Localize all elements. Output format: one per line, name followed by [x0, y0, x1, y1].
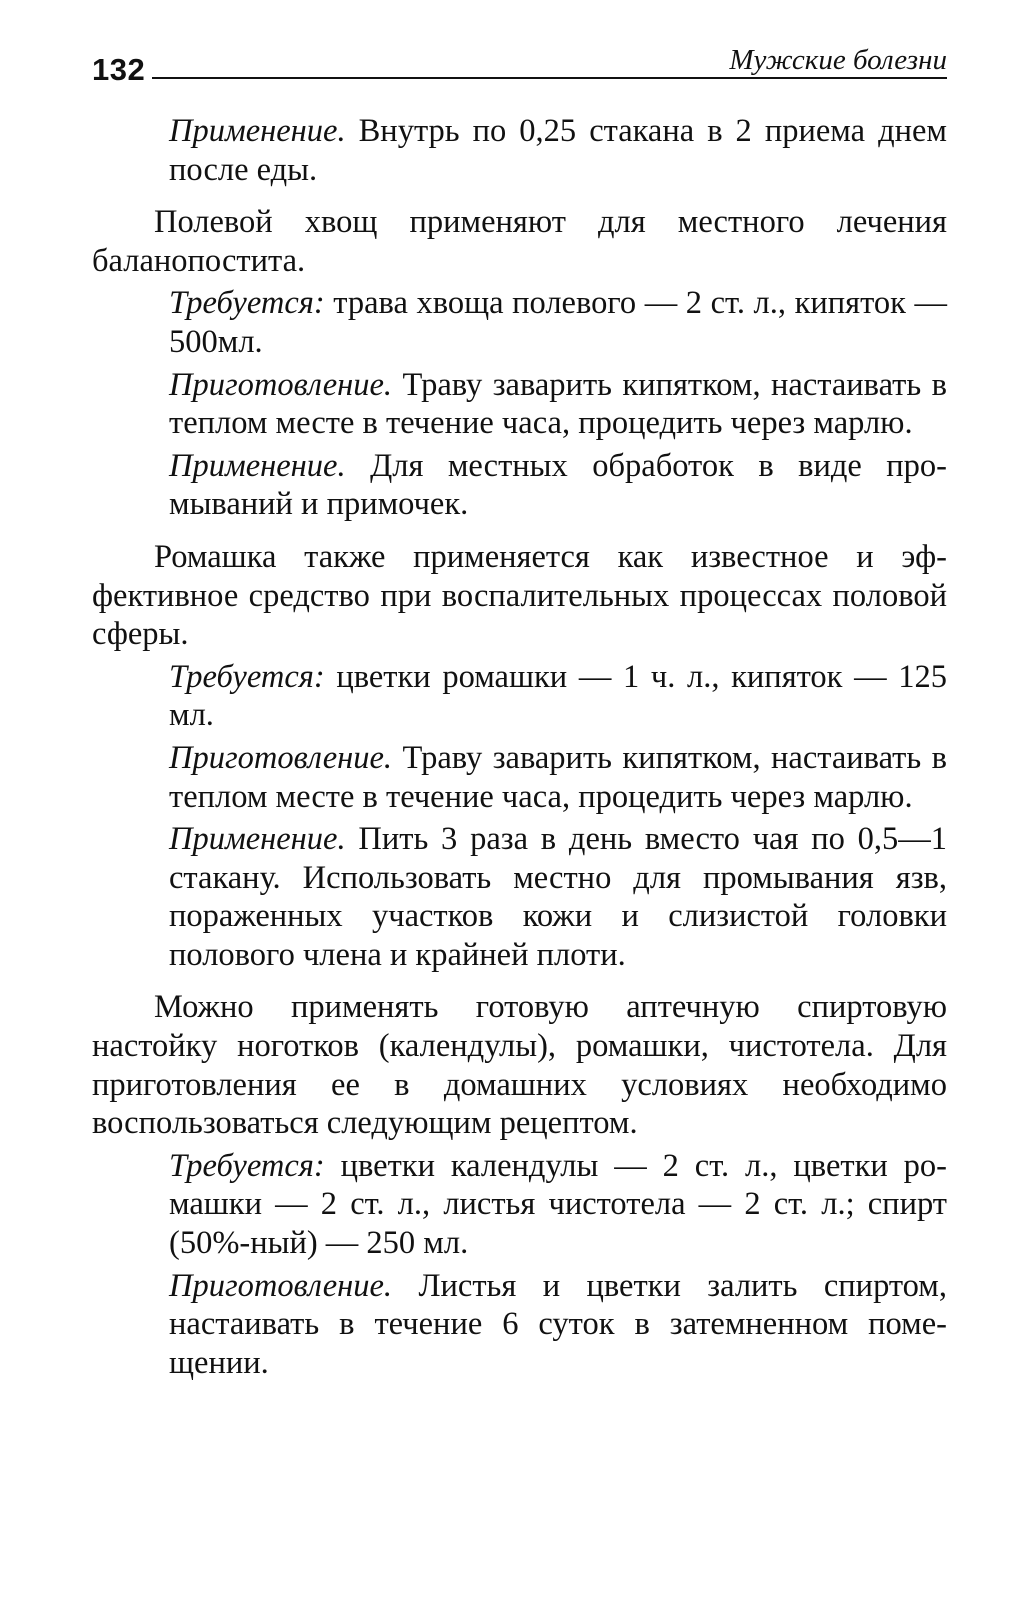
paragraph-text: цветки ромашки — 1 ч. л., кипяток — 125 мл. [169, 658, 947, 734]
body-paragraph [92, 538, 947, 654]
body-paragraph [92, 203, 947, 280]
recipe-paragraph [92, 112, 947, 189]
page-number: 132 [92, 52, 146, 87]
recipe-label: Приготовление. [169, 739, 393, 776]
recipe-paragraph [92, 739, 947, 816]
paragraph-text: Можно применять готовую аптечную спиртовую настойку ноготков (календулы), ромашки, чистотела. Для приготовления ее в домашних условиях необходимо воспользоваться следующим рецептом. [92, 989, 947, 1142]
recipe-label: Приготовление. [169, 1267, 393, 1304]
paragraph-text: Траву заварить кипятком, настаивать в теплом месте в течение часа, процедить через марлю. [169, 739, 947, 815]
recipe-paragraph [92, 658, 947, 735]
paragraph-text: цветки календулы — 2 ст. л., цветки ромашки — 2 ст. л., листья чистотела — 2 ст. л.; спирт (50%-ный) — 250 мл. [169, 1147, 947, 1262]
paragraph-text: Пить 3 раза в день вместо чая по 0,5—1 стакану. Использовать местно для промывания язв, пораженных участков кожи и слизистой головки полового члена и крайней плоти. [169, 821, 947, 973]
header-rule [152, 77, 947, 79]
paragraph-text: Ромашка также применяется как известное и эффективное средство при воспалительных процессах половой сферы. [92, 538, 947, 653]
recipe-label: Применение. [169, 821, 346, 858]
recipe-label: Применение. [169, 113, 346, 149]
running-title: Мужские болезни [729, 44, 947, 76]
recipe-paragraph [92, 284, 947, 361]
recipe-label: Требуется: [169, 285, 325, 322]
page-body [92, 112, 947, 1382]
paragraph-text: Траву заварить кипятком, настаивать в теплом месте в течение часа, процедить через марлю. [169, 366, 947, 442]
paragraph-text: трава хвоща полевого — 2 ст. л., кипяток — 500мл. [169, 285, 947, 360]
recipe-label: Применение. [169, 447, 346, 484]
recipe-paragraph [92, 820, 947, 974]
recipe-paragraph [92, 366, 947, 443]
page-header [92, 44, 947, 92]
paragraph-text: Внутрь по 0,25 стакана в 2 приема днем после еды. [169, 113, 947, 188]
paragraph-text: Листья и цветки залить спиртом, настаивать в течение 6 суток в затемненном помещении. [169, 1267, 947, 1381]
recipe-label: Требуется: [169, 658, 325, 695]
recipe-paragraph [92, 1147, 947, 1263]
recipe-paragraph [92, 447, 947, 524]
recipe-label: Требуется: [169, 1147, 325, 1184]
recipe-paragraph [92, 1267, 947, 1383]
recipe-label: Приготовление. [169, 366, 393, 403]
body-paragraph [92, 988, 947, 1142]
paragraph-text: Для местных обработок в виде промываний и примочек. [169, 447, 947, 523]
paragraph-text: Полевой хвощ применяют для местного лечения баланопостита. [92, 204, 947, 279]
